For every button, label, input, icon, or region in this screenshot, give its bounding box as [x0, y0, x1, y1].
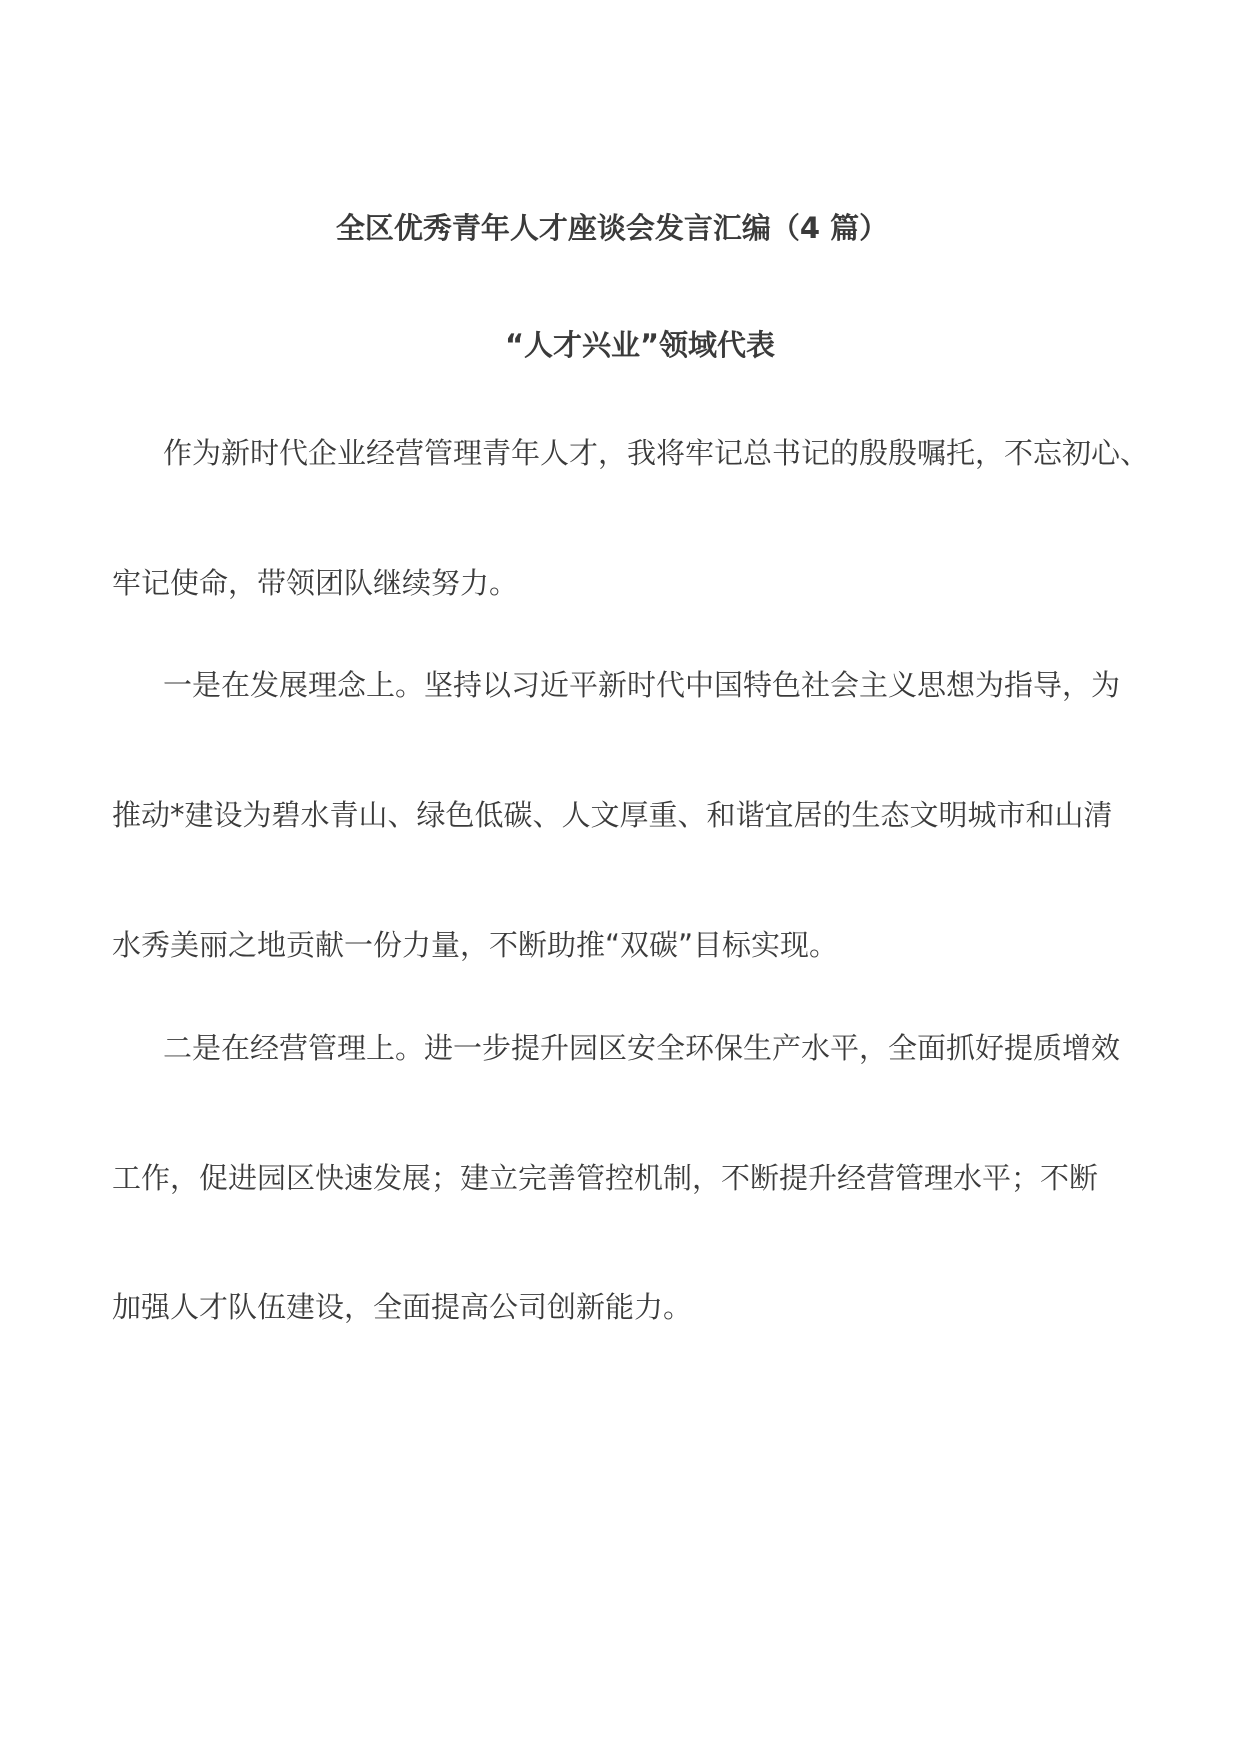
paragraph-line: 推动*建设为碧水青山、绿色低碳、人文厚重、和谐宜居的生态文明城市和山清	[112, 798, 1113, 832]
paragraph-line: 牢记使命，带领团队继续努力。	[112, 566, 519, 600]
document-title: 全区优秀青年人才座谈会发言汇编（4 篇）	[335, 211, 889, 245]
paragraph-line: 工作，促进园区快速发展；建立完善管控机制，不断提升经营管理水平；不断	[112, 1161, 1099, 1195]
paragraph-line: 作为新时代企业经营管理青年人才，我将牢记总书记的殷殷嘱托，不忘初心、	[163, 436, 1150, 470]
paragraph-line: 一是在发展理念上。坚持以习近平新时代中国特色社会主义思想为指导，为	[163, 668, 1121, 702]
paragraph-line: 水秀美丽之地贡献一份力量，不断助推“双碳”目标实现。	[112, 928, 839, 962]
section-heading: “人才兴业”领域代表	[504, 328, 776, 362]
paragraph-line: 加强人才队伍建设，全面提高公司创新能力。	[112, 1290, 693, 1324]
paragraph-line: 二是在经营管理上。进一步提升园区安全环保生产水平，全面抓好提质增效	[163, 1031, 1121, 1065]
